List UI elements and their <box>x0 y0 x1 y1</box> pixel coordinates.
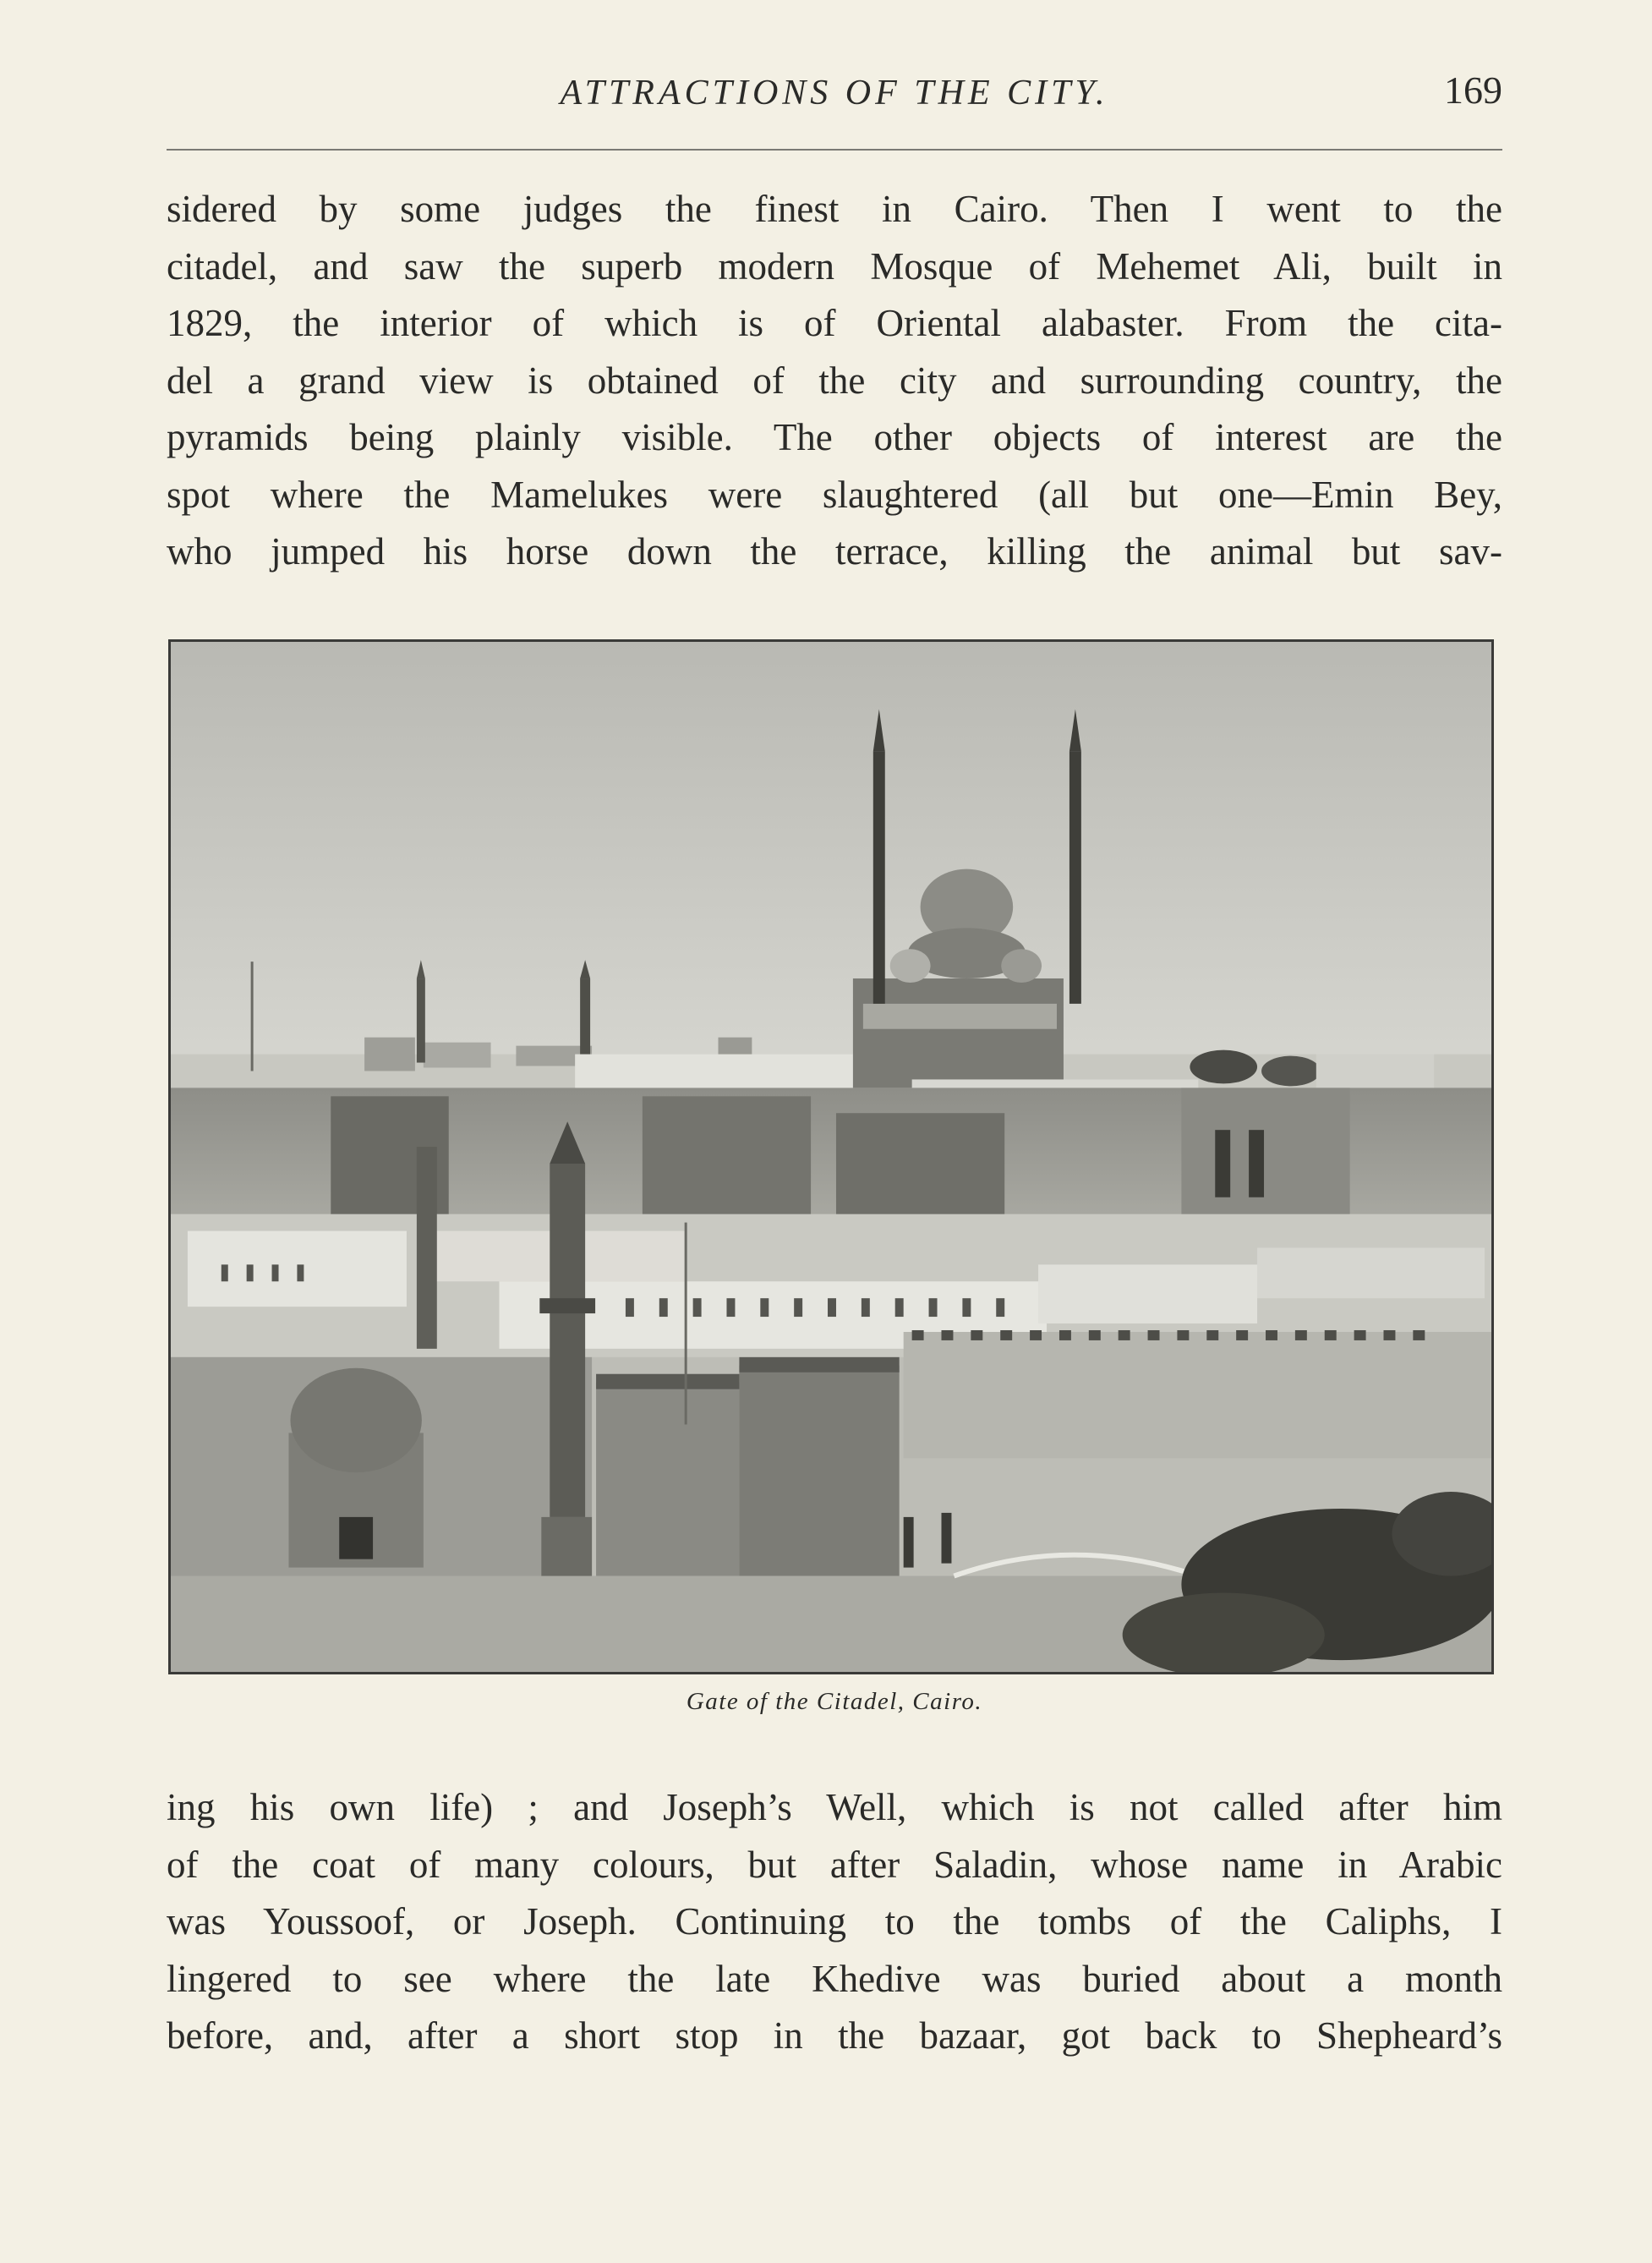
running-header <box>167 68 1502 118</box>
running-title: ATTRACTIONS OF THE CITY. <box>560 74 1109 112</box>
paragraph-bottom <box>167 1779 1502 2065</box>
text-line: of the coat of many colours, but after Saladin, whose name in Arabic <box>167 1843 1502 1886</box>
text-line: lingered to see where the late Khedive was buried about a month <box>167 1957 1502 2000</box>
text-line: spot where the Mamelukes were slaughtered (all but one—Emin Bey, <box>167 473 1502 516</box>
text-line: del a grand view is obtained of the city and surrounding country, the <box>167 359 1502 402</box>
text-line: before, and, after a short stop in the bazaar, got back to Shepheard’s <box>167 2014 1502 2057</box>
paragraph-top <box>167 181 1502 581</box>
page-number: 169 <box>1444 68 1502 112</box>
text-line: sidered by some judges the finest in Cairo. Then I went to the <box>167 188 1502 230</box>
text-line: was Youssoof, or Joseph. Continuing to the tombs of the Caliphs, I <box>167 1900 1502 1942</box>
figure-caption: Gate of the Citadel, Cairo. <box>686 1688 983 1715</box>
text-line: pyramids being plainly visible. The other objects of interest are the <box>167 416 1502 458</box>
header-rule <box>167 149 1502 151</box>
text-line: who jumped his horse down the terrace, killing the animal but sav- <box>167 530 1502 573</box>
citadel-illustration <box>171 642 1491 1672</box>
text-line: ing his own life) ; and Joseph’s Well, which is not called after him <box>167 1786 1502 1828</box>
text-line: citadel, and saw the superb modern Mosque of Mehemet Ali, built in <box>167 244 1502 288</box>
text-line: 1829, the interior of which is of Oriental alabaster. From the cita- <box>167 302 1502 344</box>
citadel-photograph <box>168 639 1494 1674</box>
